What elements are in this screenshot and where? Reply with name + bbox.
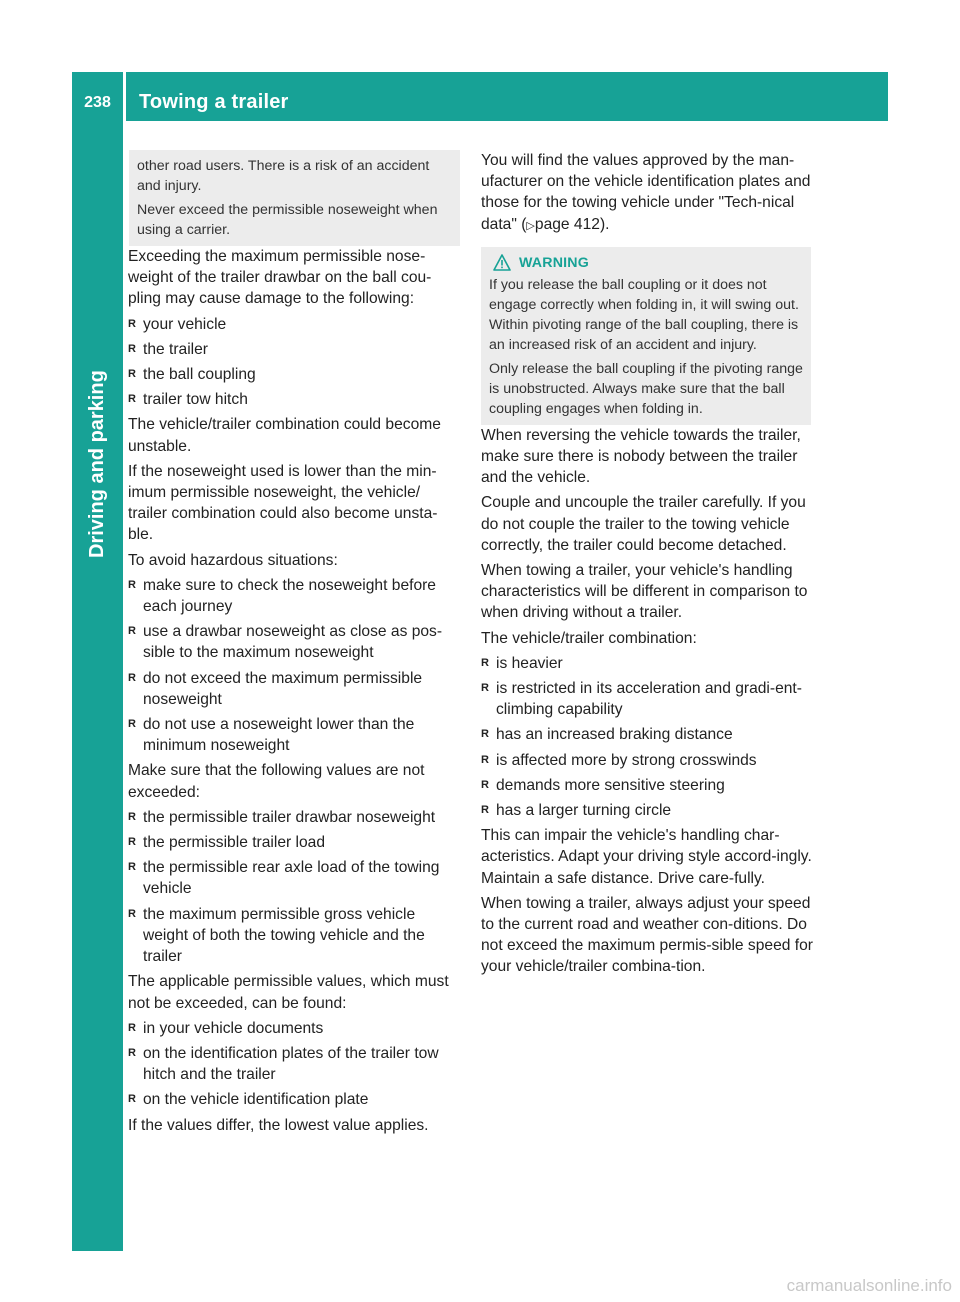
right-column <box>481 150 814 982</box>
paragraph: This can impair the vehicle's handling char-acteristics. Adapt your driving style accord-ingly. Maintain a safe distance. Drive care-fully. <box>481 827 812 887</box>
paragraph: When towing a trailer, always adjust your speed to the current road and weather con-ditions. Do not exceed the maximum permis-sible speed for your vehicle/trailer combina-tion. <box>481 894 813 976</box>
bullet-icon: R <box>481 778 489 791</box>
paragraph: If the values differ, the lowest value applies. <box>128 1116 429 1134</box>
warning-text: If you release the ball coupling or it does not engage correctly when folding in, it will swing out. Within pivoting range of the ball coupling, there is an increased risk of an accident and injury. <box>489 276 799 353</box>
warning-text: Only release the ball coupling if the pivoting range is unobstructed. Always make sure that the ball coupling engages when folding in. <box>489 360 803 417</box>
bullet-list <box>128 1018 460 1111</box>
list-item: R the maximum permissible gross vehicle weight of both the towing vehicle and the trailer <box>128 905 425 966</box>
list-item: R trailer tow hitch <box>128 389 460 410</box>
note-box <box>129 150 460 246</box>
bullet-icon: R <box>481 728 489 741</box>
bullet-list <box>128 807 460 967</box>
bullet-icon: R <box>128 393 136 406</box>
warning-header <box>489 253 805 273</box>
section-title: Towing a trailer <box>139 91 289 113</box>
list-item: R do not use a noseweight lower than the minimum noseweight <box>128 716 415 755</box>
bullet-list <box>128 314 460 411</box>
bullet-icon: R <box>481 753 489 766</box>
paragraph: When reversing the vehicle towards the trailer, make sure there is nobody between the trailer and the vehicle. <box>481 426 801 487</box>
list-item: R demands more sensitive steering <box>481 775 814 796</box>
list-item: R the trailer <box>128 339 460 360</box>
list-item: R is heavier <box>481 653 814 674</box>
bullet-icon: R <box>128 907 136 920</box>
list-item: R in your vehicle documents <box>128 1018 460 1039</box>
page-number: 238 <box>84 94 111 111</box>
paragraph: Couple and uncouple the trailer carefully. If you do not couple the trailer to the towing vehicle correctly, the trailer could become detached. <box>481 494 806 554</box>
list-item: R on the identification plates of the trailer tow hitch and the trailer <box>128 1044 439 1084</box>
paragraph: The applicable permissible values, which must not be exceeded, can be found: <box>128 973 449 1012</box>
list-item: R your vehicle <box>128 314 460 335</box>
list-item: R the ball coupling <box>128 364 460 385</box>
list-item: R has an increased braking distance <box>481 724 814 745</box>
bullet-icon: R <box>481 656 489 669</box>
chapter-label: Driving and parking <box>86 370 108 558</box>
paragraph: The vehicle/trailer combination: <box>481 629 697 647</box>
paragraph: To avoid hazardous situations: <box>128 551 338 569</box>
bullet-icon: R <box>128 342 136 355</box>
left-column <box>128 150 460 1140</box>
bullet-list <box>481 653 814 821</box>
bullet-icon: R <box>128 718 136 731</box>
bullet-icon: R <box>128 625 136 638</box>
note-text: Never exceed the permissible noseweight when using a carrier. <box>137 202 438 238</box>
page-reference-link[interactable]: page 412 <box>534 215 600 233</box>
list-item: R the permissible trailer drawbar noseweight <box>128 807 460 828</box>
bullet-list <box>128 575 460 757</box>
bullet-icon: R <box>128 578 136 591</box>
paragraph: Exceeding the maximum permissible nose-weight of the trailer drawbar on the ball cou-pling may cause damage to the following: <box>128 248 432 308</box>
list-item: R do not exceed the maximum permissible noseweight <box>128 669 423 708</box>
page-reference-arrow-icon: ▷ <box>526 219 535 232</box>
warning-box <box>481 247 811 425</box>
list-item: R the permissible rear axle load of the towing vehicle <box>128 859 440 898</box>
bullet-icon: R <box>128 1021 136 1034</box>
list-item: R make sure to check the noseweight before each journey <box>128 576 436 616</box>
bullet-icon: R <box>128 836 136 849</box>
watermark: carmanualsonline.info <box>786 1276 952 1295</box>
warning-triangle-icon <box>493 254 511 271</box>
list-item: R is restricted in its acceleration and gradi-ent-climbing capability <box>481 680 802 719</box>
paragraph: If the noseweight used is lower than the min-imum permissible noseweight, the vehicle/ trailer combination could also become unsta-ble. <box>128 462 438 544</box>
list-item: R is affected more by strong crosswinds <box>481 750 814 771</box>
paragraph: Make sure that the following values are not exceeded: <box>128 762 425 801</box>
header-separator <box>123 72 126 121</box>
bullet-icon: R <box>128 861 136 874</box>
paragraph: When towing a trailer, your vehicle's handling characteristics will be different in comparison to when driving without a trailer. <box>481 562 808 622</box>
paragraph: You will find the values approved by the man-ufacturer on the vehicle identification plates and those for the towing vehicle under "Tech-nical data" (▷page 412). <box>481 150 814 237</box>
warning-title: WARNING <box>519 254 589 271</box>
note-text: other road users. There is a risk of an accident and injury. <box>137 158 430 194</box>
list-item: R use a drawbar noseweight as close as pos-sible to the maximum noseweight <box>128 623 443 662</box>
bullet-icon: R <box>128 368 136 381</box>
list-item: R has a larger turning circle <box>481 800 814 821</box>
list-item: R on the vehicle identification plate <box>128 1089 460 1110</box>
bullet-icon: R <box>481 804 489 817</box>
paragraph: The vehicle/trailer combination could become unstable. <box>128 416 441 455</box>
bullet-icon: R <box>128 1093 136 1106</box>
bullet-icon: R <box>128 1046 136 1059</box>
bullet-icon: R <box>481 682 489 695</box>
list-item: R the permissible trailer load <box>128 832 460 853</box>
chapter-sidebar <box>72 121 123 1251</box>
bullet-icon: R <box>128 671 136 684</box>
bullet-icon: R <box>128 317 136 330</box>
bullet-icon: R <box>128 810 136 823</box>
